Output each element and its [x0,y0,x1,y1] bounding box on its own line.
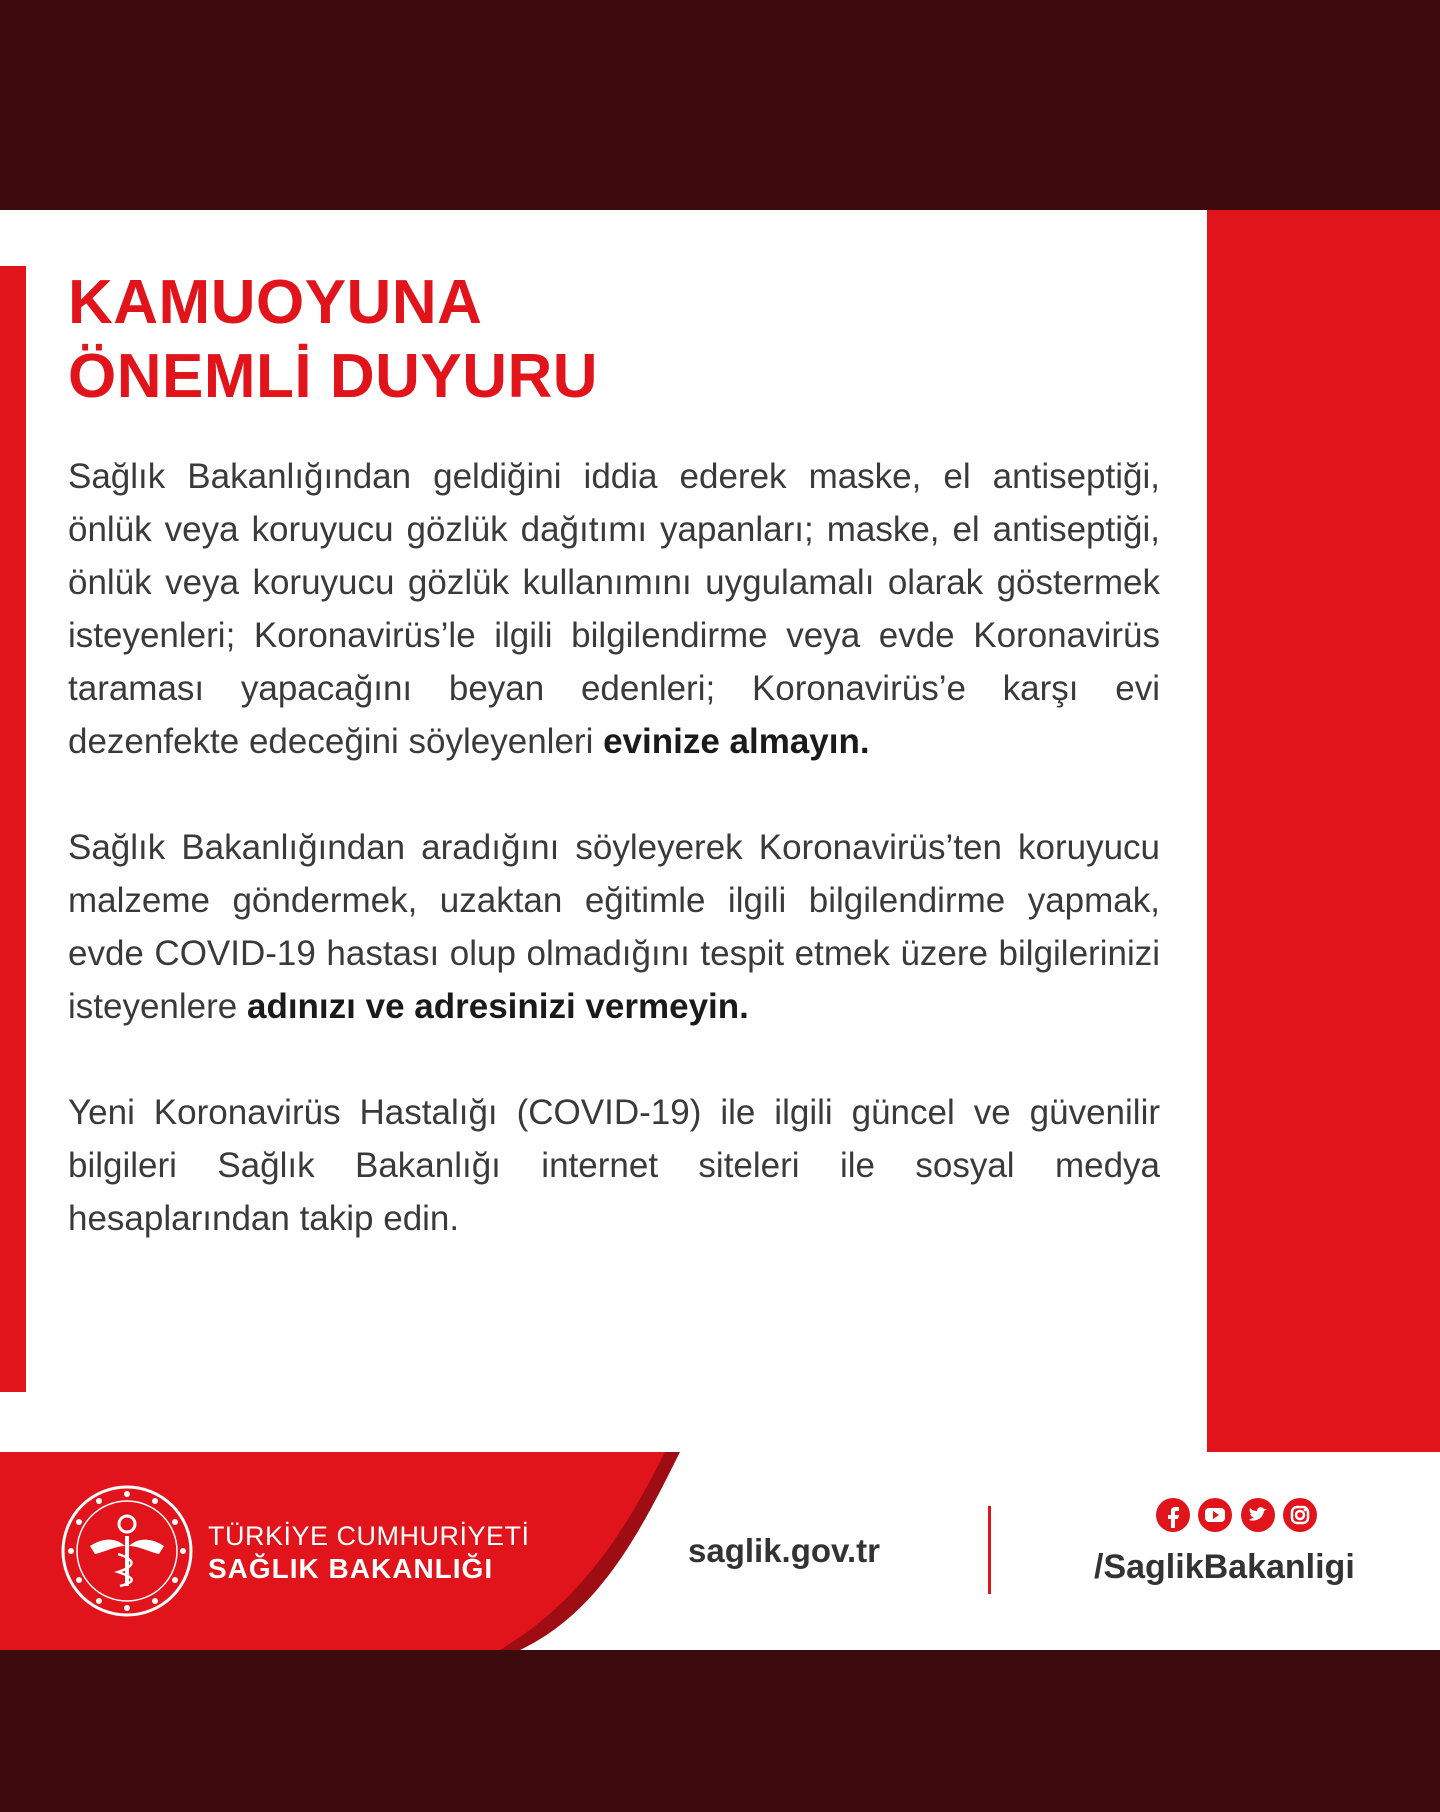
title-line-2: ÖNEMLİ DUYURU [68,342,599,411]
announcement-title [68,266,1068,414]
paragraph-3 [68,1086,1160,1245]
ministry-logo-icon [60,1484,194,1618]
paragraph-1 [68,450,1160,768]
paragraph-1-emphasis: evinize almayın. [603,722,870,761]
website-link[interactable]: saglik.gov.tr [688,1532,880,1569]
right-red-panel [1207,210,1440,1452]
announcement-card [0,210,1440,1650]
announcement-body [68,450,1160,1298]
social-handle[interactable]: /SaglikBakanligi [1094,1548,1355,1586]
paragraph-2-emphasis: adınızı ve adresinizi vermeyin. [246,987,749,1026]
ministry-name-line-2: SAĞLIK BAKANLIĞI [208,1553,494,1584]
ministry-name-line-1: TÜRKİYE CUMHURİYETİ [208,1521,530,1551]
facebook-icon[interactable] [1156,1498,1190,1532]
paragraph-1-text: Sağlık Bakanlığından geldiğini iddia ederek maske, el antiseptiği, önlük veya koruyucu gözlük dağıtımı yapanları; maske, el antiseptiği, önlük veya koruyucu gözlük kullanımını uygulamalı olarak göstermek isteyenleri; Koronavirüs’le ilgili bilgilendirme veya evde Koronavirüs taraması yapacağını beyan edenleri; Koronavirüs’e karşı evi dezenfekte edeceğini söyleyenleri [68,457,1160,761]
social-icons [1156,1498,1321,1534]
footer [0,1452,1440,1650]
left-accent-bar [0,266,26,1392]
youtube-icon[interactable] [1198,1498,1232,1532]
twitter-icon[interactable] [1241,1498,1275,1532]
paragraph-3-text: Yeni Koronavirüs Hastalığı (COVID-19) ile ilgili güncel ve güvenilir bilgileri Sağlık Bakanlığı internet siteleri ile sosyal medya hesaplarından takip edin. [68,1093,1160,1238]
instagram-icon[interactable] [1283,1498,1317,1532]
paragraph-2 [68,821,1160,1033]
ministry-name [208,1520,530,1586]
footer-divider [988,1506,991,1594]
title-line-1: KAMUOYUNA [68,268,483,337]
paragraph-2-text: Sağlık Bakanlığından aradığını söyleyerek Koronavirüs’ten koruyucu malzeme göndermek, uzaktan eğitimle ilgili bilgilendirme yapmak, evde COVID-19 hastası olup olmadığını tespit etmek üzere bilgilerinizi isteyenlere [68,828,1160,1026]
